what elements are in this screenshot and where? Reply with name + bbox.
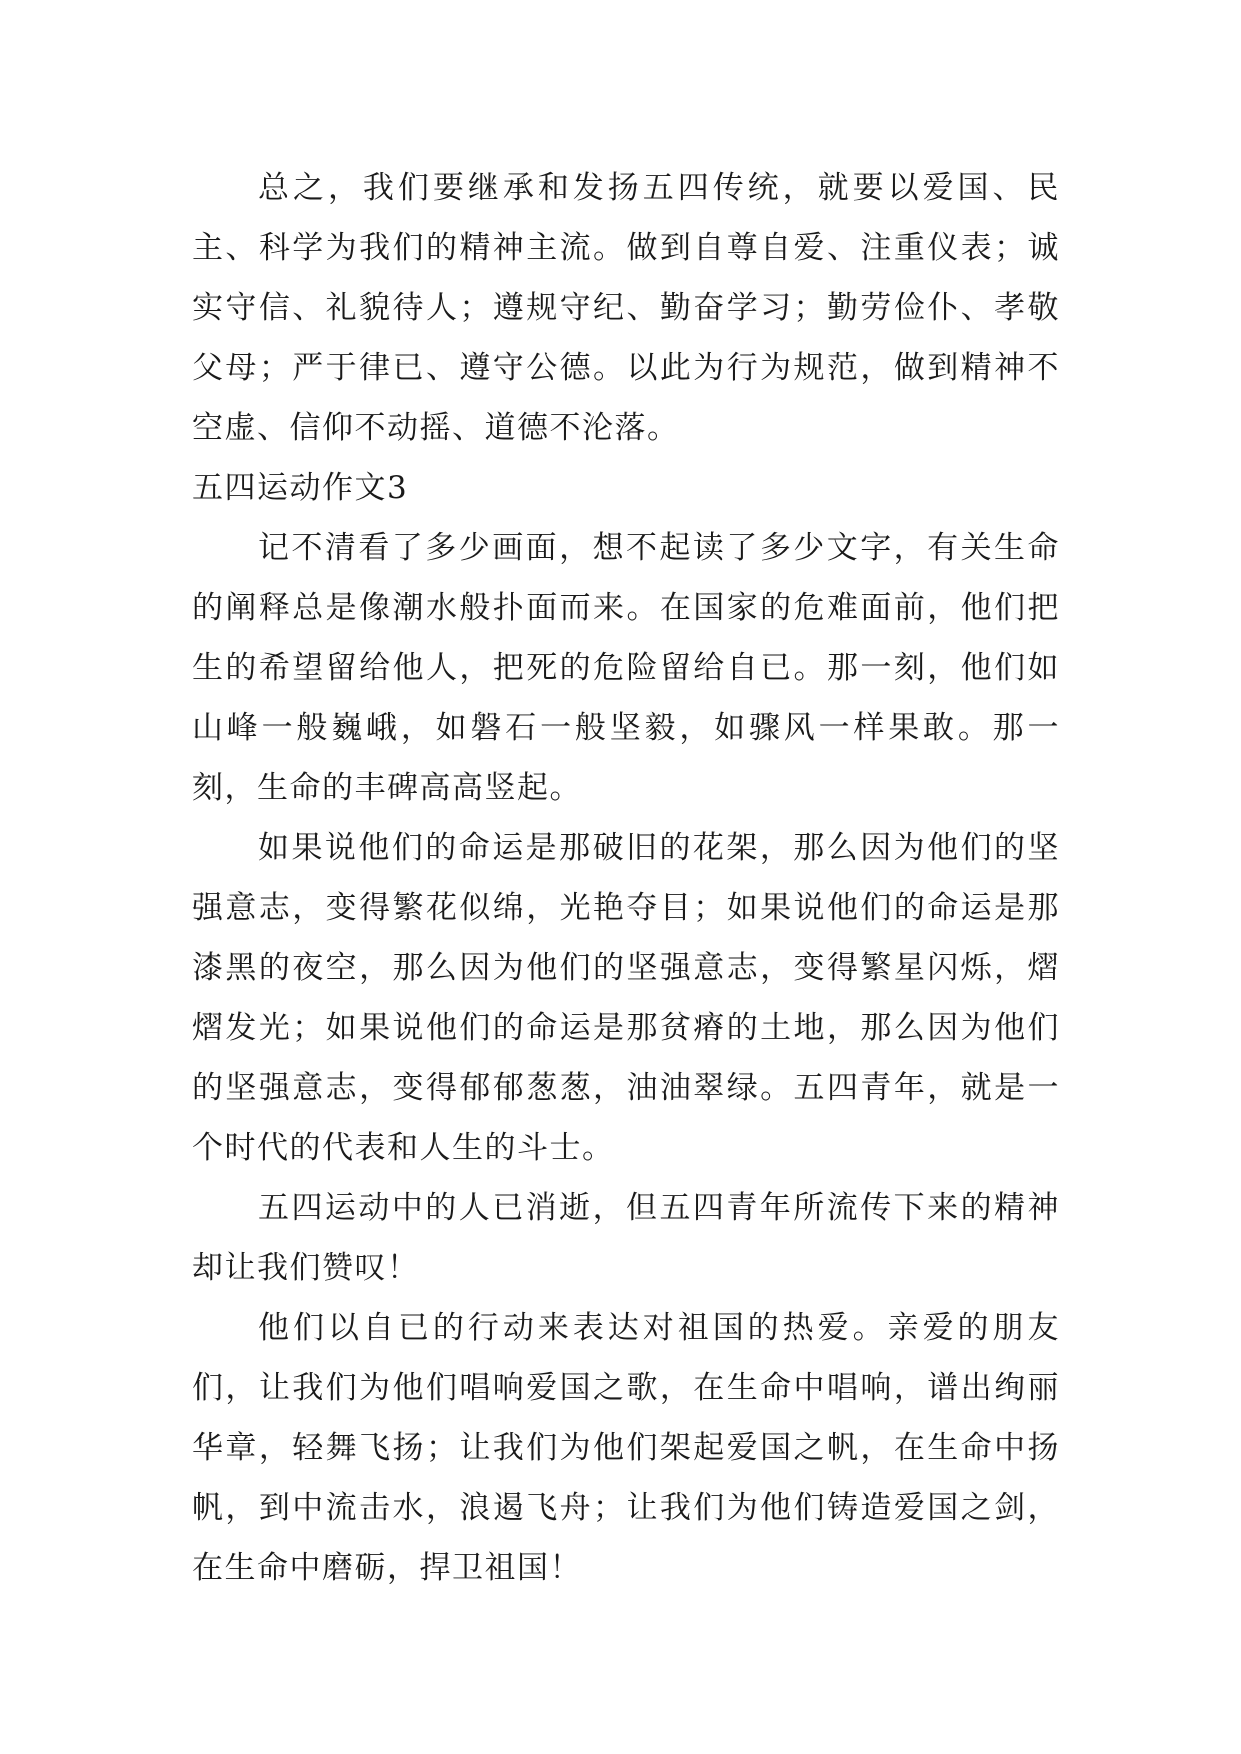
paragraph: 如果说他们的命运是那破旧的花架，那么因为他们的坚强意志，变得繁花似绵，光艳夺目；如果说他们的命运是那漆黑的夜空，那么因为他们的坚强意志，变得繁星闪烁，熠熠发光；如果说他们的命运是那贫瘠的土地，那么因为他们的坚强意志，变得郁郁葱葱，油油翠绿。五四青年，就是一个时代的代表和人生的斗士。	[192, 830, 1060, 1166]
paragraph: 记不清看了多少画面，想不起读了多少文字，有关生命的阐释总是像潮水般扑面而来。在国家的危难面前，他们把生的希望留给他人，把死的危险留给自已。那一刻，他们如山峰一般巍峨，如磐石一般坚毅，如骤风一样果敢。那一刻，生命的丰碑高高竖起。	[192, 530, 1060, 806]
paragraph-conclusion: 总之，我们要继承和发扬五四传统，就要以爱国、民主、科学为我们的精神主流。做到自尊自爱、注重仪表；诚实守信、礼貌待人；遵规守纪、勤奋学习；勤劳俭仆、孝敬父母；严于律已、遵守公德。以此为行为规范，做到精神不空虚、信仰不动摇、道德不沦落。	[192, 170, 1060, 446]
document-body	[192, 158, 1060, 1598]
section-title: 五四运动作文3	[192, 470, 409, 506]
paragraph: 五四运动中的人已消逝，但五四青年所流传下来的精神却让我们赞叹！	[192, 1190, 1060, 1286]
paragraph: 他们以自已的行动来表达对祖国的热爱。亲爱的朋友们，让我们为他们唱响爱国之歌，在生命中唱响，谱出绚丽华章，轻舞飞扬；让我们为他们架起爱国之帆，在生命中扬帆，到中流击水，浪遏飞舟；让我们为他们铸造爱国之剑，在生命中磨砺，捍卫祖国！	[192, 1310, 1060, 1586]
